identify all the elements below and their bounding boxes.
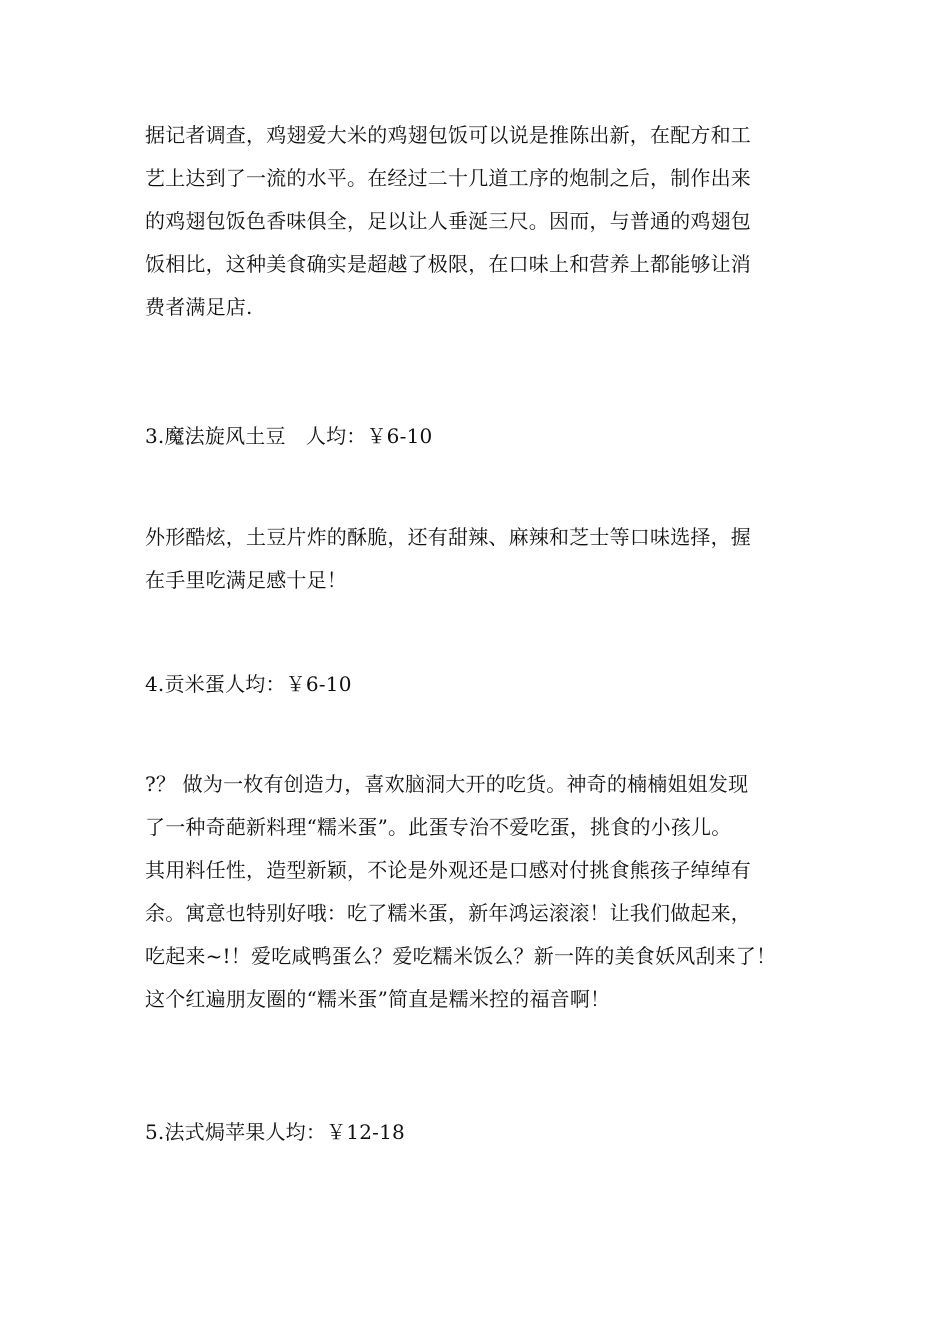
paragraph-line: 饭相比，这种美食确实是超越了极限，在口味上和营养上都能够让消 xyxy=(145,252,751,276)
section-heading: 3.魔法旋风土豆 人均：￥6-10 xyxy=(145,424,433,448)
paragraph-rice-egg xyxy=(145,763,820,1021)
paragraph-line: 在手里吃满足感十足！ xyxy=(145,568,347,592)
paragraph-line: 费者满足店. xyxy=(145,295,253,319)
heading-rice-egg xyxy=(145,663,820,706)
paragraph-line: 外形酷炫，土豆片炸的酥脆，还有甜辣、麻辣和芝士等口味选择，握 xyxy=(145,525,751,549)
section-heading: 5.法式焗苹果人均：￥12-18 xyxy=(145,1120,405,1144)
paragraph-line: 余。寓意也特别好哦：吃了糯米蛋，新年鸿运滚滚！让我们做起来， xyxy=(145,901,751,925)
paragraph-line: ?？ 做为一枚有创造力，喜欢脑洞大开的吃货。神奇的楠楠姐姐发现 xyxy=(145,772,749,796)
paragraph-line: 的鸡翅包饭色香味俱全，足以让人垂涎三尺。因而，与普通的鸡翅包 xyxy=(145,209,751,233)
paragraph-line: 吃起来~!！爱吃咸鸭蛋么？爱吃糯米饭么？新一阵的美食妖风刮来了！ xyxy=(145,944,777,968)
section-heading: 4.贡米蛋人均：￥6-10 xyxy=(145,672,352,696)
paragraph-line: 据记者调查，鸡翅爱大米的鸡翅包饭可以说是推陈出新，在配方和工 xyxy=(145,123,751,147)
paragraph-line: 了一种奇葩新料理“糯米蛋”。此蛋专治不爱吃蛋，挑食的小孩儿。 xyxy=(145,815,732,839)
paragraph-line: 这个红遍朋友圈的“糯米蛋”简直是糯米控的福音啊！ xyxy=(145,987,611,1011)
paragraph-chicken-wing-rice xyxy=(145,114,820,329)
heading-baked-apple xyxy=(145,1111,820,1154)
heading-magic-potato xyxy=(145,415,820,458)
paragraph-magic-potato xyxy=(145,516,820,602)
paragraph-line: 艺上达到了一流的水平。在经过二十几道工序的炮制之后，制作出来 xyxy=(145,166,751,190)
paragraph-line: 其用料任性，造型新颖，不论是外观还是口感对付挑食熊孩子绰绰有 xyxy=(145,858,751,882)
